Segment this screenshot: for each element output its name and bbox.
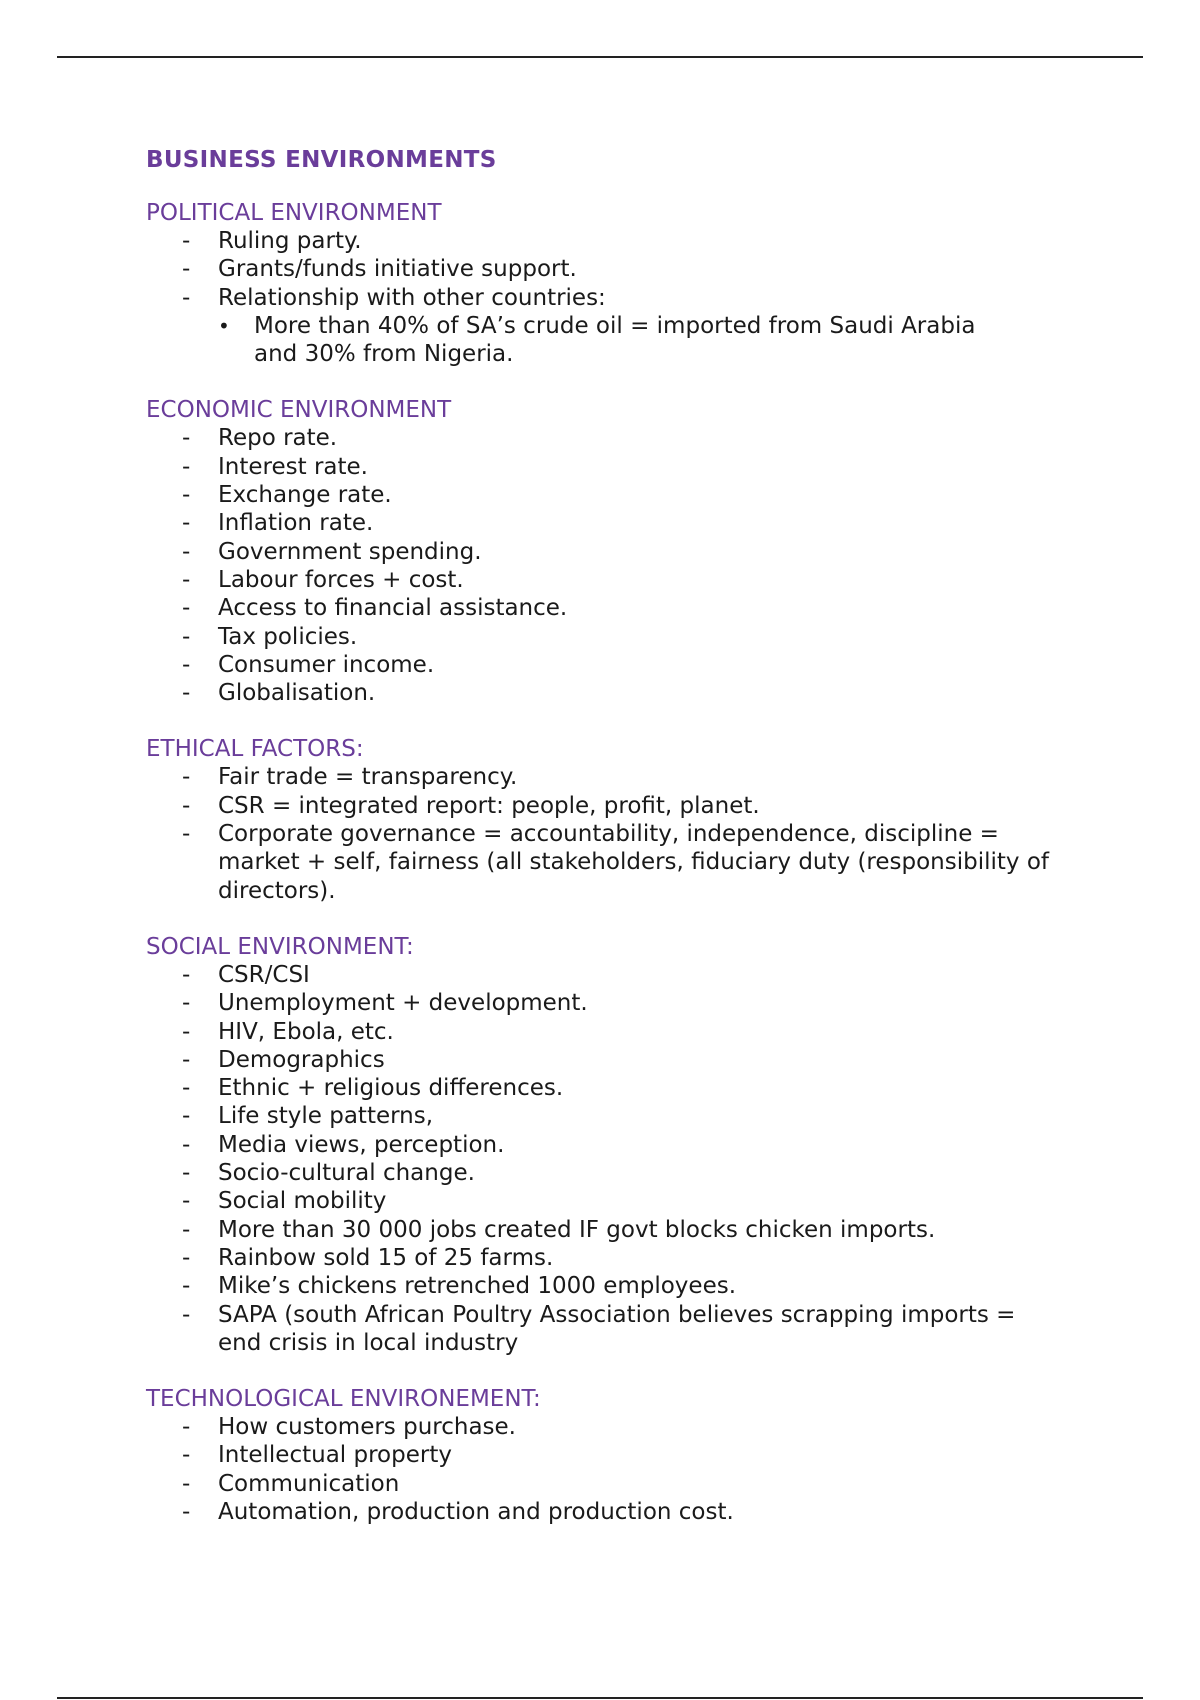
list-item-text: Exchange rate. xyxy=(218,482,392,509)
list-item-text: Socio-cultural change. xyxy=(218,1160,475,1187)
list-item xyxy=(146,227,1066,255)
list-item xyxy=(146,1441,1066,1469)
list-item xyxy=(146,1187,1066,1215)
dash-marker: - xyxy=(182,1216,191,1243)
document-body xyxy=(146,143,1066,1554)
list-item-text: Ethnic + religious differences. xyxy=(218,1075,564,1102)
section xyxy=(146,933,1066,1357)
dash-marker: - xyxy=(182,651,191,678)
list-item-text: Mike’s chickens retrenched 1000 employees. xyxy=(218,1273,737,1300)
dash-marker: - xyxy=(182,792,191,819)
list-item xyxy=(146,594,1066,622)
list-item-text: CSR = integrated report: people, profit, planet. xyxy=(218,792,760,819)
list-item-text: Life style patterns, xyxy=(218,1103,434,1130)
dash-marker: - xyxy=(182,1018,191,1045)
list-item xyxy=(146,1074,1066,1102)
dash-marker: - xyxy=(182,990,191,1017)
list-item xyxy=(146,255,1066,283)
list-item xyxy=(146,820,1066,905)
list-item-text: Demographics xyxy=(218,1046,385,1073)
list-item-text: Grants/funds initiative support. xyxy=(218,256,577,283)
sub-item-list xyxy=(218,312,1066,369)
section-heading: ECONOMIC ENVIRONMENT xyxy=(146,397,452,424)
list-item xyxy=(146,1131,1066,1159)
dash-marker: - xyxy=(182,1075,191,1102)
dash-marker: - xyxy=(182,453,191,480)
item-list xyxy=(146,763,1066,904)
list-item-text: Rainbow sold 15 of 25 farms. xyxy=(218,1244,554,1271)
footer-rule xyxy=(57,1697,1143,1699)
section xyxy=(146,396,1066,707)
list-item-text: Interest rate. xyxy=(218,453,368,480)
list-item-text: Communication xyxy=(218,1470,400,1497)
list-item-text: Intellectual property xyxy=(218,1442,452,1469)
bullet-marker: • xyxy=(218,313,230,338)
list-item xyxy=(146,1102,1066,1130)
item-list xyxy=(146,961,1066,1357)
list-item-text: CSR/CSI xyxy=(218,961,310,988)
dash-marker: - xyxy=(182,680,191,707)
list-item-text: Social mobility xyxy=(218,1188,387,1215)
dash-marker: - xyxy=(182,1414,191,1441)
list-item xyxy=(146,453,1066,481)
list-item-text: Automation, production and production cost. xyxy=(218,1498,734,1525)
list-item xyxy=(146,481,1066,509)
sub-list-item-text: More than 40% of SA’s crude oil = imported from Saudi Arabia and 30% from Nigeria. xyxy=(254,312,976,368)
section-heading: ETHICAL FACTORS: xyxy=(146,736,364,763)
dash-marker: - xyxy=(182,961,191,988)
dash-marker: - xyxy=(182,1244,191,1271)
section-heading: POLITICAL ENVIRONMENT xyxy=(146,200,442,226)
list-item xyxy=(146,1216,1066,1244)
list-item xyxy=(146,989,1066,1017)
dash-marker: - xyxy=(182,566,191,593)
list-item-text: Unemployment + development. xyxy=(218,990,588,1017)
list-item-text: Inflation rate. xyxy=(218,510,374,537)
dash-marker: - xyxy=(182,1046,191,1073)
list-item-text: Tax policies. xyxy=(218,623,358,650)
list-item-text: Labour forces + cost. xyxy=(218,566,464,593)
list-item-text: Globalisation. xyxy=(218,680,376,707)
dash-marker: - xyxy=(182,623,191,650)
dash-marker: - xyxy=(182,595,191,622)
list-item-text: Repo rate. xyxy=(218,425,338,452)
list-item xyxy=(146,763,1066,791)
dash-marker: - xyxy=(182,1442,191,1469)
list-item xyxy=(146,1244,1066,1272)
dash-marker: - xyxy=(182,1103,191,1130)
list-item-text: Government spending. xyxy=(218,538,482,565)
header-rule xyxy=(57,56,1143,58)
list-item-text: How customers purchase. xyxy=(218,1414,516,1441)
list-item xyxy=(146,1301,1066,1358)
dash-marker: - xyxy=(182,1301,191,1328)
list-item xyxy=(146,1272,1066,1300)
section xyxy=(146,735,1066,904)
list-item xyxy=(146,284,1066,369)
list-item-text: Relationship with other countries: xyxy=(218,284,606,311)
list-item xyxy=(146,424,1066,452)
dash-marker: - xyxy=(182,256,191,283)
document-title: BUSINESS ENVIRONMENTS xyxy=(146,147,497,173)
dash-marker: - xyxy=(182,764,191,791)
list-item-text: Fair trade = transparency. xyxy=(218,764,518,791)
item-list xyxy=(146,424,1066,707)
list-item-text: Access to financial assistance. xyxy=(218,595,568,622)
list-item xyxy=(146,1046,1066,1074)
dash-marker: - xyxy=(182,1498,191,1525)
dash-marker: - xyxy=(182,284,191,311)
list-item xyxy=(146,1498,1066,1526)
section xyxy=(146,1385,1066,1526)
section-list xyxy=(146,199,1066,1526)
list-item xyxy=(146,538,1066,566)
dash-marker: - xyxy=(182,510,191,537)
section-heading: TECHNOLOGICAL ENVIRONEMENT: xyxy=(146,1386,541,1413)
dash-marker: - xyxy=(182,821,191,848)
item-list xyxy=(146,227,1066,368)
section xyxy=(146,199,1066,368)
list-item-text: Media views, perception. xyxy=(218,1131,505,1158)
item-list xyxy=(146,1413,1066,1526)
list-item xyxy=(146,1159,1066,1187)
dash-marker: - xyxy=(182,228,191,254)
dash-marker: - xyxy=(182,1131,191,1158)
section-heading: SOCIAL ENVIRONMENT: xyxy=(146,933,414,960)
dash-marker: - xyxy=(182,1273,191,1300)
dash-marker: - xyxy=(182,538,191,565)
list-item xyxy=(146,679,1066,707)
list-item-text: More than 30 000 jobs created IF govt blocks chicken imports. xyxy=(218,1216,936,1243)
dash-marker: - xyxy=(182,482,191,509)
list-item xyxy=(146,1413,1066,1441)
list-item xyxy=(146,792,1066,820)
list-item xyxy=(146,1018,1066,1046)
list-item xyxy=(146,961,1066,989)
list-item xyxy=(146,1470,1066,1498)
list-item-text: HIV, Ebola, etc. xyxy=(218,1018,394,1045)
dash-marker: - xyxy=(182,1160,191,1187)
list-item-text: Corporate governance = accountability, independence, discipline = market + self, fairness (all stakeholders, fiduciary duty (responsibility of directors). xyxy=(218,821,1049,904)
dash-marker: - xyxy=(182,425,191,452)
list-item-text: SAPA (south African Poultry Association believes scrapping imports = end crisis in local industry xyxy=(218,1301,1016,1356)
dash-marker: - xyxy=(182,1188,191,1215)
list-item xyxy=(146,651,1066,679)
sub-list-item xyxy=(218,312,1014,369)
list-item xyxy=(146,509,1066,537)
list-item xyxy=(146,566,1066,594)
dash-marker: - xyxy=(182,1470,191,1497)
list-item xyxy=(146,623,1066,651)
list-item-text: Consumer income. xyxy=(218,651,435,678)
list-item-text: Ruling party. xyxy=(218,228,362,254)
